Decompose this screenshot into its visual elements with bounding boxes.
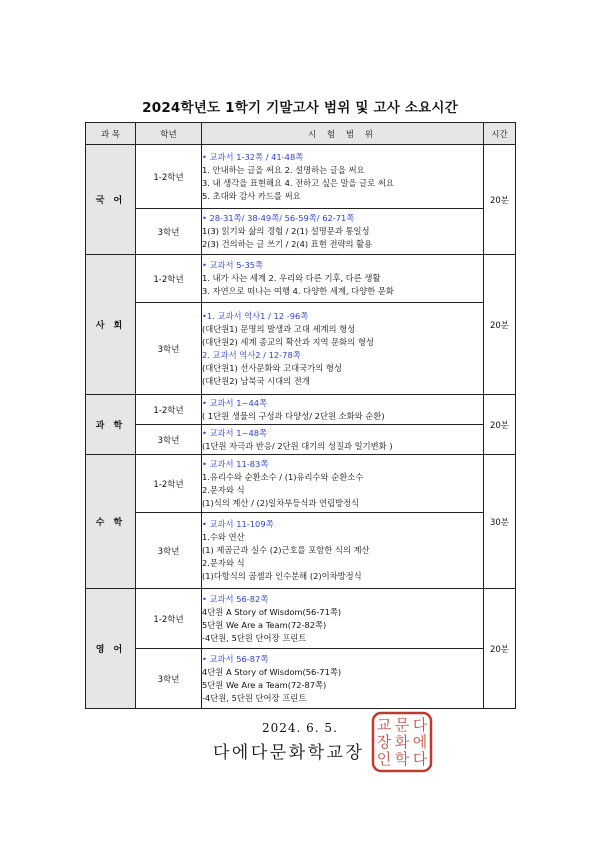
range-cell [202,255,484,303]
range-line: 5단원 We Are a Team(72-87쪽) [202,679,327,690]
range-line: (대단원2) 남북국 시대의 전개 [202,375,310,386]
principal-title: 다에다문화학교장 [213,743,365,763]
grade-cell: 1-2학년 [136,395,202,425]
table-row [86,425,516,455]
time-korean: 20분 [484,145,516,255]
table-row [86,649,516,709]
range-line: (1단원 자극과 반응/ 2단원 대기의 성질과 일기변화 ) [202,440,393,451]
subject-science: 과 학 [86,395,136,455]
range-line: 5. 초대와 감사 카드를 써요 [202,190,301,201]
seal-char: 다 [412,716,428,734]
header-grade: 학년 [136,123,202,145]
range-line: (1)다항식의 곱셈과 인수분해 (2)이차방정식 [202,571,362,581]
range-line: (대단원2) 세계 종교의 확산과 지역 문화의 형성 [202,336,374,347]
range-line: • 교과서 1~44쪽 [202,397,268,408]
grade-cell: 3학년 [136,209,202,255]
range-line: 2.문자와 식 [202,558,245,568]
range-cell [202,145,484,209]
range-line: • 교과서 1-32쪽 / 41-48쪽 [202,151,304,162]
table-row [86,513,516,589]
range-line: •1. 교과서 역사1 / 12 -96쪽 [202,310,309,321]
grade-cell: 1-2학년 [136,589,202,649]
page-title: 2024학년도 1학기 기말고사 범위 및 고사 소요시간 [142,100,458,116]
seal-char: 인 [376,750,392,768]
range-cell [202,209,484,255]
issue-date: 2024. 6. 5. [262,721,338,735]
table-row [86,395,516,425]
range-line: 1. 안내하는 글을 써요 2. 설명하는 글을 써요 [202,164,365,175]
grade-cell: 1-2학년 [136,255,202,303]
range-line: • 28-31쪽/ 38-49쪽/ 56-59쪽/ 62-71쪽 [202,213,355,223]
range-line: • 교과서 56-87쪽 [202,653,269,664]
subject-math: 수 학 [86,455,136,589]
range-line: • 교과서 11-109쪽 [202,519,274,529]
range-cell [202,455,484,513]
range-line: 4단원 A Story of Wisdom(56-71쪽) [202,666,342,677]
time-english: 20분 [484,589,516,709]
seal-char: 화 [394,733,410,751]
range-line: 1. 내가 사는 세계 2. 우리와 다른 기후, 다른 생활 [202,273,381,283]
range-line: 2.문자와 식 [202,484,245,495]
range-line: (1)식의 계산 / (2)일차부등식과 연립방정식 [202,497,360,508]
range-line: 1(3) 읽기와 삶의 경험 / 2(1) 설명문과 통일성 [202,226,370,236]
grade-cell: 3학년 [136,303,202,395]
range-cell [202,425,484,455]
range-line: ( 1단원 생물의 구성과 다양성/ 2단원 소화와 순환) [202,410,385,421]
range-cell [202,589,484,649]
grade-cell: 3학년 [136,513,202,589]
header-subject: 과 목 [86,123,136,145]
grade-cell: 3학년 [136,649,202,709]
range-cell [202,303,484,395]
table-row [86,455,516,513]
grade-cell: 1-2학년 [136,455,202,513]
range-line: • 교과서 56-82쪽 [202,593,269,604]
exam-schedule-table [85,122,516,709]
seal-char: 학 [394,750,410,768]
seal-char: 문 [394,716,410,734]
seal-char: 에 [412,733,428,751]
range-line: • 교과서 1~48쪽 [202,427,268,438]
range-line: 1.유리수와 순환소수 / (1)유리수와 순환소수 [202,471,364,482]
range-cell [202,513,484,589]
seal-char: 교 [376,716,392,734]
range-line: 3. 내 생각을 표현해요 4. 전하고 싶은 말을 글로 써요 [202,177,394,188]
seal-char: 다 [412,750,428,768]
range-line: -4단원, 5단원 단어장 프린트 [202,632,307,643]
subject-social: 사 회 [86,255,136,395]
range-line: • 교과서 11-83쪽 [202,458,269,469]
table-row [86,255,516,303]
official-seal-icon [370,710,434,774]
table-header-row [86,123,516,145]
header-time: 시간 [484,123,516,145]
range-line: 2. 교과서 역사2 / 12-78쪽 [202,349,301,360]
time-science: 20분 [484,395,516,455]
time-social: 20분 [484,255,516,395]
range-cell [202,649,484,709]
subject-korean: 국 어 [86,145,136,255]
range-line: (대단원1) 선사문화와 고대국가의 형성 [202,362,342,373]
range-line: • 교과서 5-35쪽 [202,260,264,270]
range-line: 4단원 A Story of Wisdom(56-71쪽) [202,606,342,617]
range-line: 5단원 We Are a Team(72-82쪽) [202,619,327,630]
range-line: 3. 자연으로 떠나는 여행 4. 다양한 세계, 다양한 문화 [202,286,394,296]
table-row [86,303,516,395]
header-range: 시 험 범 위 [202,123,484,145]
grade-cell: 1-2학년 [136,145,202,209]
table-row [86,589,516,649]
subject-english: 영 어 [86,589,136,709]
table-row [86,209,516,255]
range-line: 2(3) 건의하는 글 쓰기 / 2(4) 표현 전략의 활용 [202,239,373,249]
grade-cell: 3학년 [136,425,202,455]
seal-char: 장 [376,733,392,751]
range-line: (1) 제곱근과 실수 (2)근호를 포함한 식의 계산 [202,545,370,555]
range-line: -4단원, 5단원 단어장 프린트 [202,692,307,703]
table-row [86,145,516,209]
range-line: 1.수와 연산 [202,532,245,542]
time-math: 30분 [484,455,516,589]
range-line: (대단원1) 문명의 발생과 고대 세계의 형성 [202,323,356,334]
range-cell [202,395,484,425]
